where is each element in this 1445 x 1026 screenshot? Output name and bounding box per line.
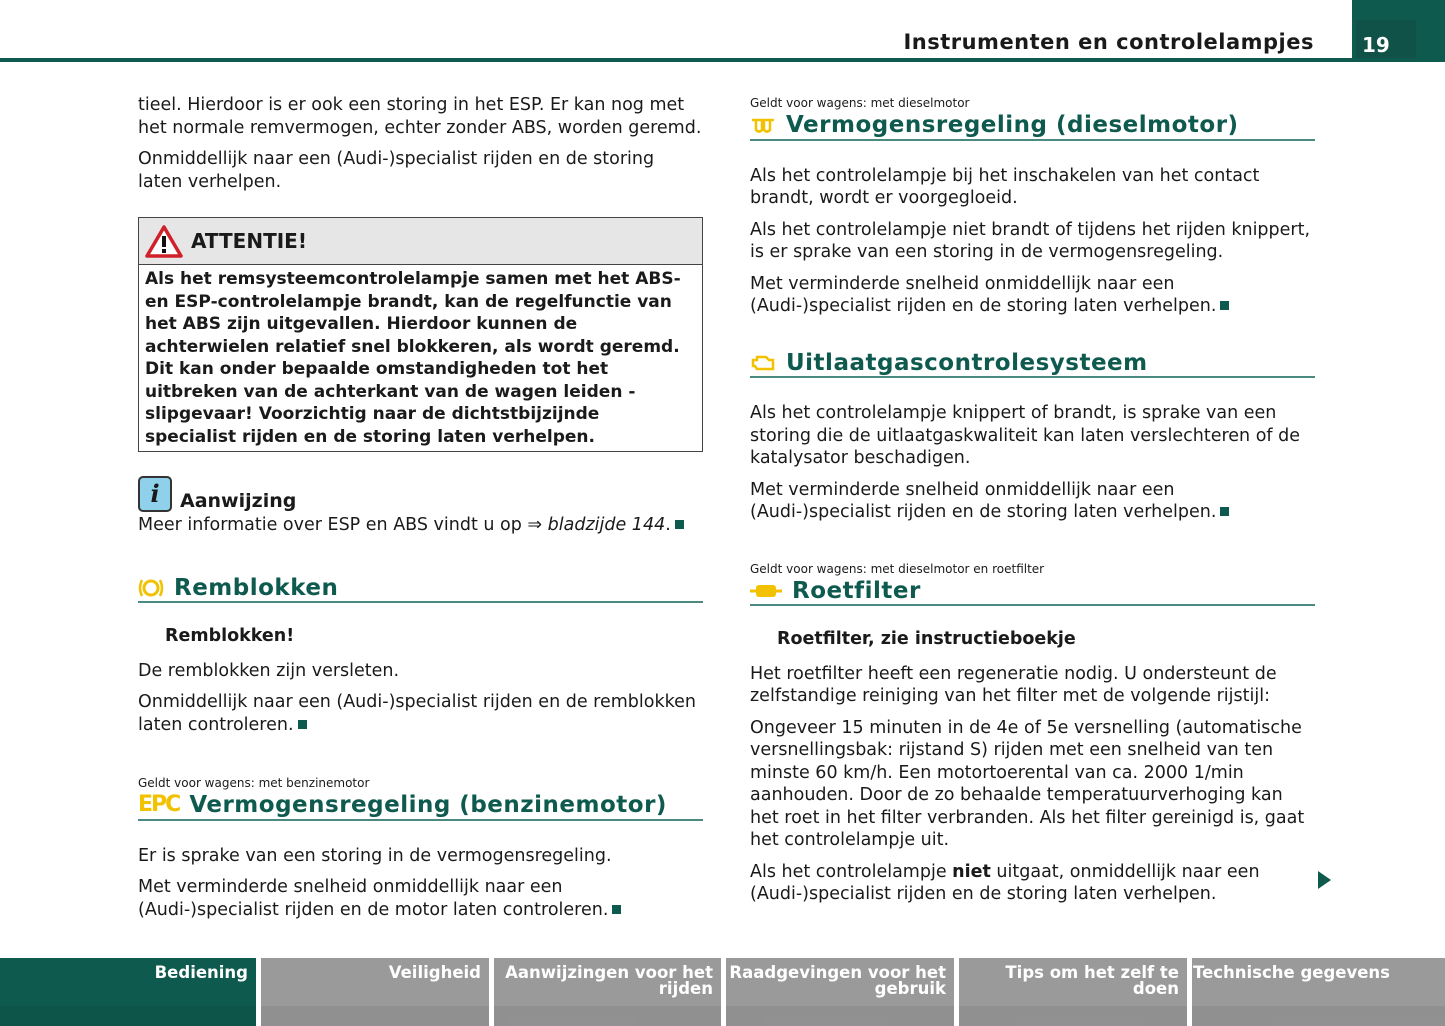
applies-to: Geldt voor wagens: met dieselmotor [750,96,970,110]
applies-to: Geldt voor wagens: met benzinemotor [138,776,370,790]
end-marker-icon [675,520,684,529]
warning-box [138,217,703,452]
warning-header [139,218,702,265]
epc-icon: EPC [138,792,180,817]
end-marker-icon [612,905,621,914]
paragraph [750,861,1315,906]
paragraph: Als het controlelampje niet brandt of tijdens het rijden knippert, is er sprake van een storing in de vermogensregeling. [750,219,1311,262]
engine-icon [750,353,776,373]
tab-raadgevingen[interactable]: Raadgevingen voor het gebruik [726,958,954,1026]
heading-text: Roetfilter [792,577,921,604]
note-title: Aanwijzing [180,489,297,512]
section-heading-roetfilter [750,577,1315,607]
paragraph: Ongeveer 15 minuten in de 4e of 5e versnelling (automatische versnellingsbak: rijstand S) rijden met een snelheid van ten minste 60 km/h. Een motortoerental van ca. 2000 1/min aanhouden. Door de zo behaalde temperatuurverhoging kan het roet in het filter verbranden. Als het filter gereinigd is, gaat het controlelampje uit. [750,717,1305,850]
brake-pad-icon [138,577,164,599]
section-heading-benzine [138,794,703,821]
end-marker-icon [1220,301,1229,310]
left-column [138,94,703,930]
tab-tips[interactable]: Tips om het zelf te doen [959,958,1187,1026]
tab-aanwijzingen[interactable]: Aanwijzingen voor het rijden [494,958,721,1026]
paragraph: Met verminderde snelheid onmiddellijk naar een (Audi-)specialist rijden en de storing laten verhelpen. [750,273,1217,316]
paragraph: Onmiddellijk naar een (Audi-)specialist rijden en de remblokken laten controleren. [138,692,696,735]
info-icon: i [138,476,172,512]
paragraph: Het roetfilter heeft een regeneratie nodig. U ondersteunt de zelfstandige reiniging van het filter met de volgende rijstijl: [750,663,1277,706]
next-page-arrow-icon[interactable] [1318,871,1331,889]
end-marker-icon [1220,507,1229,516]
paragraph: Met verminderde snelheid onmiddellijk naar een (Audi-)specialist rijden en de storing laten verhelpen. [750,479,1217,522]
subheading: Roetfilter, zie instructieboekje [777,629,1076,649]
warning-triangle-icon [145,224,183,258]
heading-text: Uitlaatgascontrolesysteem [786,349,1148,376]
text: Als het controlelampje [750,861,953,882]
header-rule [0,58,1445,62]
warning-body: Als het remsysteemcontrolelampje samen met het ABS- en ESP-controlelampje brandt, kan de regelfunctie van het ABS zijn uitgevallen. Hierdoor kunnen de achterwielen relatief snel blokkeren, als wordt geremd. Dit kan onder bepaalde omstandigheden tot het uitbreken van de achterkant van de wagen leiden - slipgevaar! Voorzichtig naar de dichtstbijzijnde specialist rijden en de storing laten verhelpen. [145,269,681,447]
note-end: . [665,515,671,535]
note-text [138,514,703,537]
glow-plug-icon [750,116,776,134]
right-column [750,96,1315,915]
paragraph: tieel. Hierdoor is er ook een storing in het ESP. Er kan nog met het normale remvermogen, echter zonder ABS, worden geremd. [138,95,702,138]
warning-title: ATTENTIE! [191,228,307,253]
page-number: 19 [1362,33,1390,57]
section-heading-uitlaat [750,349,1315,379]
page-reference-link[interactable]: bladzijde 144 [547,515,666,535]
particulate-filter-icon [750,582,782,600]
text: uitgaat, onmiddellijk naar een (Audi-)specialist rijden en de storing laten verhelpen. [750,861,1260,904]
paragraph: Er is sprake van een storing in de vermogensregeling. [138,845,612,866]
emphasis: niet [952,861,991,882]
paragraph: Als het controlelampje knippert of brandt, is sprake van een storing die de uitlaatgaskwaliteit kan laten verslechteren of de katalysator beschadigen. [750,403,1301,468]
paragraph: Als het controlelampje bij het inschakelen van het contact brandt, wordt er voorgegloeid. [750,165,1260,208]
chapter-title: Instrumenten en controlelampjes [903,30,1314,54]
note-text-body: Meer informatie over ESP en ABS vindt u op ⇒ [138,515,548,535]
heading-text: Vermogensregeling (benzinemotor) [189,792,667,818]
section-heading-remblokken [138,574,703,604]
tab-veiligheid[interactable]: Veiligheid [261,958,489,1026]
end-marker-icon [298,720,307,729]
subheading: Remblokken! [165,626,295,646]
note-header [138,476,703,512]
tab-technische-gegevens[interactable]: Technische gegevens [1192,958,1445,1026]
paragraph: De remblokken zijn versleten. [138,660,400,681]
applies-to: Geldt voor wagens: met dieselmotor en roetfilter [750,561,1045,576]
heading-text: Remblokken [174,574,339,601]
chapter-tabs [0,958,1445,1026]
tab-bediening[interactable]: Bediening [0,958,256,1026]
section-heading-diesel [750,114,1315,141]
paragraph: Onmiddellijk naar een (Audi-)specialist rijden en de storing laten verhelpen. [138,149,655,192]
heading-text: Vermogensregeling (dieselmotor) [786,112,1239,138]
paragraph: Met verminderde snelheid onmiddellijk naar een (Audi-)specialist rijden en de motor laten controleren. [138,877,609,920]
